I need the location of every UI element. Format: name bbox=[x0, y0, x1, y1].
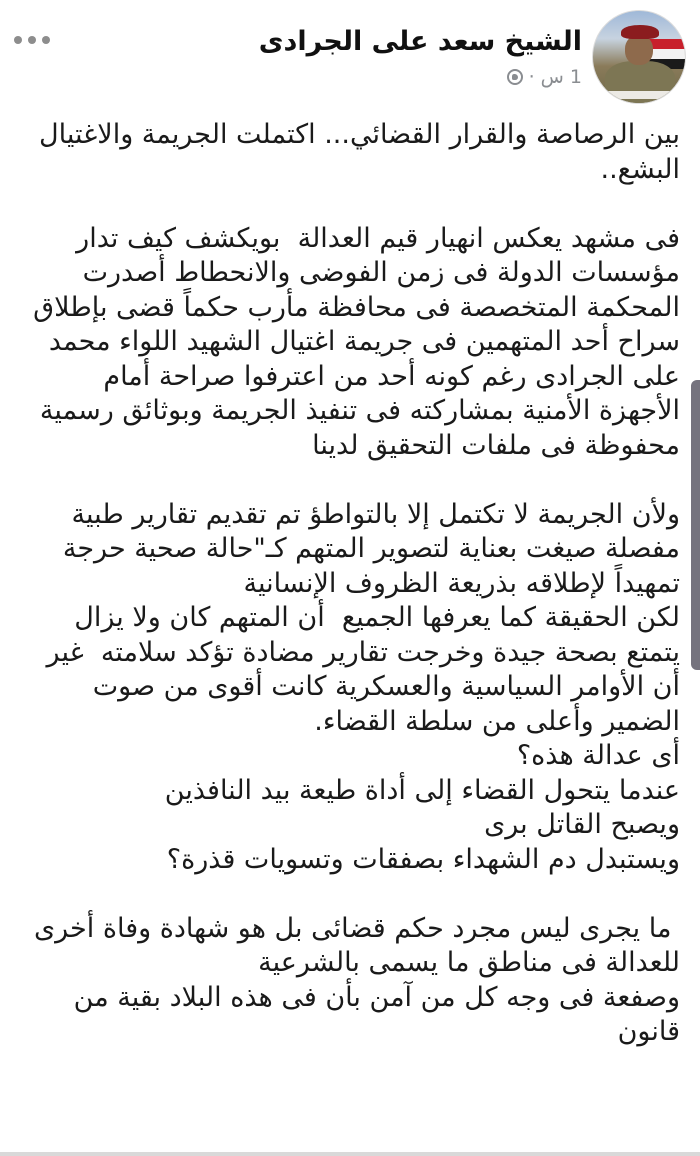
post-header bbox=[0, 0, 700, 110]
more-options-button[interactable] bbox=[14, 30, 50, 50]
scrollbar-thumb[interactable] bbox=[691, 380, 700, 670]
paragraph-gap bbox=[30, 187, 680, 222]
bottom-divider bbox=[0, 1152, 700, 1156]
avatar-beret bbox=[621, 25, 659, 39]
post-paragraph: أى عدالة هذه؟ bbox=[516, 740, 680, 771]
timestamp[interactable]: 1 س bbox=[540, 66, 582, 88]
avatar-face bbox=[625, 35, 653, 65]
paragraph-gap bbox=[30, 463, 680, 498]
post-paragraph: فى مشهد يعكس انهيار قيم العدالة بويكشف كيف تدار مؤسسات الدولة فى زمن الفوضى والانحطاط أصدرت المحكمة المتخصصة فى محافظة مأرب حكماً قضى بإطلاق سراح أحد المتهمين فى جريمة اغتيال الشهيد اللواء محمد على الجرادى رغم كونه أحد من اعترفوا صراحة أمام الأجهزة الأمنية بمشاركته فى تنفيذ الجريمة وبوثائق رسمية محفوظة فى ملفات التحقيق لدينا bbox=[24, 222, 680, 461]
post-paragraph: لكن الحقيقة كما يعرفها الجميع أن المتهم كان ولا يزال يتمتع بصحة جيدة وخرجت تقارير مضادة تؤكد سلامته غير أن الأوامر السياسية والعسكرية كانت أقوى من صوت الضمير وأعلى من سلطة القضاء. bbox=[37, 602, 680, 737]
globe-icon[interactable] bbox=[507, 69, 523, 85]
post-paragraph: ويصبح القاتل برى bbox=[484, 809, 680, 840]
author-name[interactable]: الشيخ سعد على الجرادى bbox=[258, 26, 582, 57]
post-paragraph: عندما يتحول القضاء إلى أداة طيعة بيد النافذين bbox=[164, 774, 680, 806]
avatar-flag-red bbox=[648, 39, 686, 49]
post-paragraph: بين الرصاصة والقرار القضائي... اكتملت الجريمة والاغتيال البشع.. bbox=[30, 119, 680, 185]
avatar-flag-white bbox=[648, 49, 686, 59]
post-paragraph: وصفعة فى وجه كل من آمن بأن فى هذه البلاد بقية من قانون bbox=[65, 981, 680, 1047]
post-paragraph: ما يجرى ليس مجرد حكم قضائى بل هو شهادة وفاة أخرى للعدالة فى مناطق ما يسمى بالشرعية bbox=[25, 912, 680, 978]
post-paragraph: ولأن الجريمة لا تكتمل إلا بالتواطؤ تم تقديم تقارير طبية مفصلة صيغت بعناية لتصوير المتهم كـ"حالة صحية حرجة تمهيداً لإطلاقه بذريعة الظروف الإنسانية bbox=[54, 498, 680, 599]
post-body bbox=[24, 118, 680, 1050]
more-dot-icon bbox=[28, 36, 36, 44]
meta-separator: · bbox=[528, 66, 535, 88]
more-dot-icon bbox=[42, 36, 50, 44]
paragraph-gap bbox=[30, 877, 680, 912]
post-meta bbox=[507, 66, 582, 88]
post-paragraph: ويستبدل دم الشهداء بصفقات وتسويات قذرة؟ bbox=[166, 843, 680, 875]
more-dot-icon bbox=[14, 36, 22, 44]
avatar-caption bbox=[603, 91, 675, 99]
avatar[interactable] bbox=[592, 10, 686, 104]
